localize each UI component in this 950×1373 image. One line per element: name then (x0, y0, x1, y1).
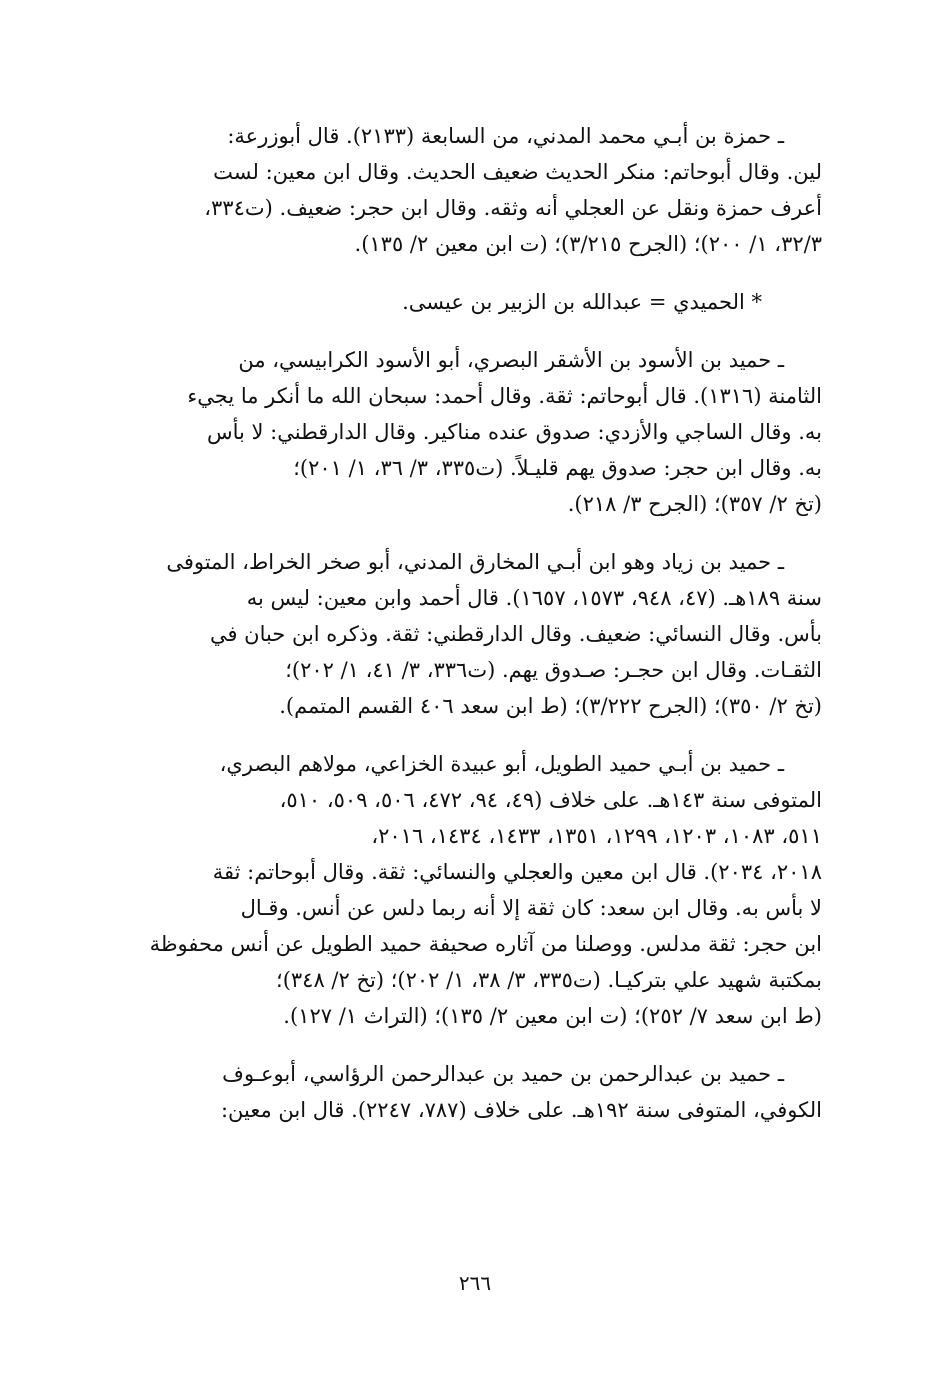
page-body (128, 118, 822, 1128)
entry-line: ـ حمزة بن أبـي محمد المدني، من السابعة (٢١٣٣). قال أبوزرعة: (227, 124, 784, 148)
page-number: ٢٦٦ (458, 1271, 492, 1295)
entry-line: لا بأس به. وقال ابن سعد: كان ثقة إلا أنه ربما دلس عن أنس. وقـال (240, 896, 822, 920)
entry-line: ابن حجر: ثقة مدلس. ووصلنا من آثاره صحيفة حميد الطويل عن أنس محفوظة (149, 932, 822, 956)
entry-line: ـ حميد بن عبدالرحمن بن حميد بن عبدالرحمن الرؤاسي، أبوعـوف (222, 1062, 784, 1086)
entry-line: بأس. وقال النسائي: ضعيف. وقال الدارقطني: ثقة. وذكره ابن حبان في (209, 622, 822, 646)
entry-line: به. وقال الساجي والأزدي: صدوق عنده مناكير. وقال الدارقطني: لا بأس (206, 420, 822, 444)
entry-humayd-ibn-abd-al-rahman (128, 1056, 822, 1128)
cross-reference-humaydi (128, 284, 822, 320)
entry-line: (تخ ٢/ ٣٥٠)؛ (الجرح ٣/٢٢٢)؛ (ط ابن سعد ٤٠٦ القسم المتمم). (279, 694, 822, 718)
entry-line: الكوفي، المتوفى سنة ١٩٢هـ. على خلاف (٧٨٧، ٢٢٤٧). قال ابن معين: (220, 1098, 822, 1122)
entry-line: الثقـات. وقال ابن حجـر: صـدوق يهم. (ت٣٣٦، ٣/ ٤١، ١/ ٢٠٢)؛ (285, 658, 822, 682)
entry-humayd-ibn-ziyad (128, 544, 822, 724)
note-line: * الحميدي = عبدالله بن الزبير بن عيسى. (402, 290, 762, 314)
entry-line: (تخ ٢/ ٣٥٧)؛ (الجرح ٣/ ٢١٨). (567, 492, 822, 516)
entry-line: ـ حميد بن الأسود بن الأشقر البصري، أبو الأسود الكرابيسي، من (238, 348, 784, 372)
entry-line: به. وقال ابن حجر: صدوق يهم قليـلاً. (ت٣٣٥، ٣/ ٣٦، ١/ ٢٠١)؛ (293, 456, 822, 480)
entry-line: بمكتبة شهيد علي بتركيـا. (ت٣٣٥، ٣/ ٣٨، ١/ ٢٠٢)؛ (تخ ٢/ ٣٤٨)؛ (276, 968, 822, 992)
entry-hamza (128, 118, 822, 262)
entry-line: ـ حميد بن أبـي حميد الطويل، أبو عبيدة الخزاعي، مولاهم البصري، (219, 752, 784, 776)
entry-line: لين. وقال أبوحاتم: منكر الحديث ضعيف الحديث. وقال ابن معين: لست (213, 160, 822, 184)
entry-line: المتوفى سنة ١٤٣هـ. على خلاف (٤٩، ٩٤، ٤٧٢، ٥٠٦، ٥٠٩، ٥١٠، (279, 788, 822, 812)
entry-humayd-al-tawil (128, 746, 822, 1034)
entry-line: سنة ١٨٩هـ. (٤٧، ٩٤٨، ١٥٧٣، ١٦٥٧). قال أحمد وابن معين: ليس به (246, 586, 822, 610)
entry-line: (ط ابن سعد ٧/ ٢٥٢)؛ (ت ابن معين ٢/ ١٣٥)؛ (التراث ١/ ١٢٧). (283, 1004, 822, 1028)
entry-line: ٣٢/٣، ١/ ٢٠٠)؛ (الجرح ٣/٢١٥)؛ (ت ابن معين ٢/ ١٣٥). (354, 232, 822, 256)
entry-line: ٥١١، ١٠٨٣، ١٢٠٣، ١٢٩٩، ١٣٥١، ١٤٣٣، ١٤٣٤، ٢٠١٦، (371, 824, 822, 848)
entry-humayd-ibn-al-aswad (128, 342, 822, 522)
entry-line: ـ حميد بن زياد وهو ابن أبـي المخارق المدني، أبو صخر الخراط، المتوفى (166, 550, 784, 574)
entry-line: أعرف حمزة ونقل عن العجلي أنه وثقه. وقال ابن حجر: ضعيف. (ت٣٣٤، (204, 196, 822, 220)
entry-line: الثامنة (١٣١٦). قال أبوحاتم: ثقة. وقال أحمد: سبحان الله ما أنكر ما يجيء (187, 384, 822, 408)
entry-line: ٢٠١٨، ٢٠٣٤). قال ابن معين والعجلي والنسائي: ثقة. وقال أبوحاتم: ثقة (212, 860, 822, 884)
